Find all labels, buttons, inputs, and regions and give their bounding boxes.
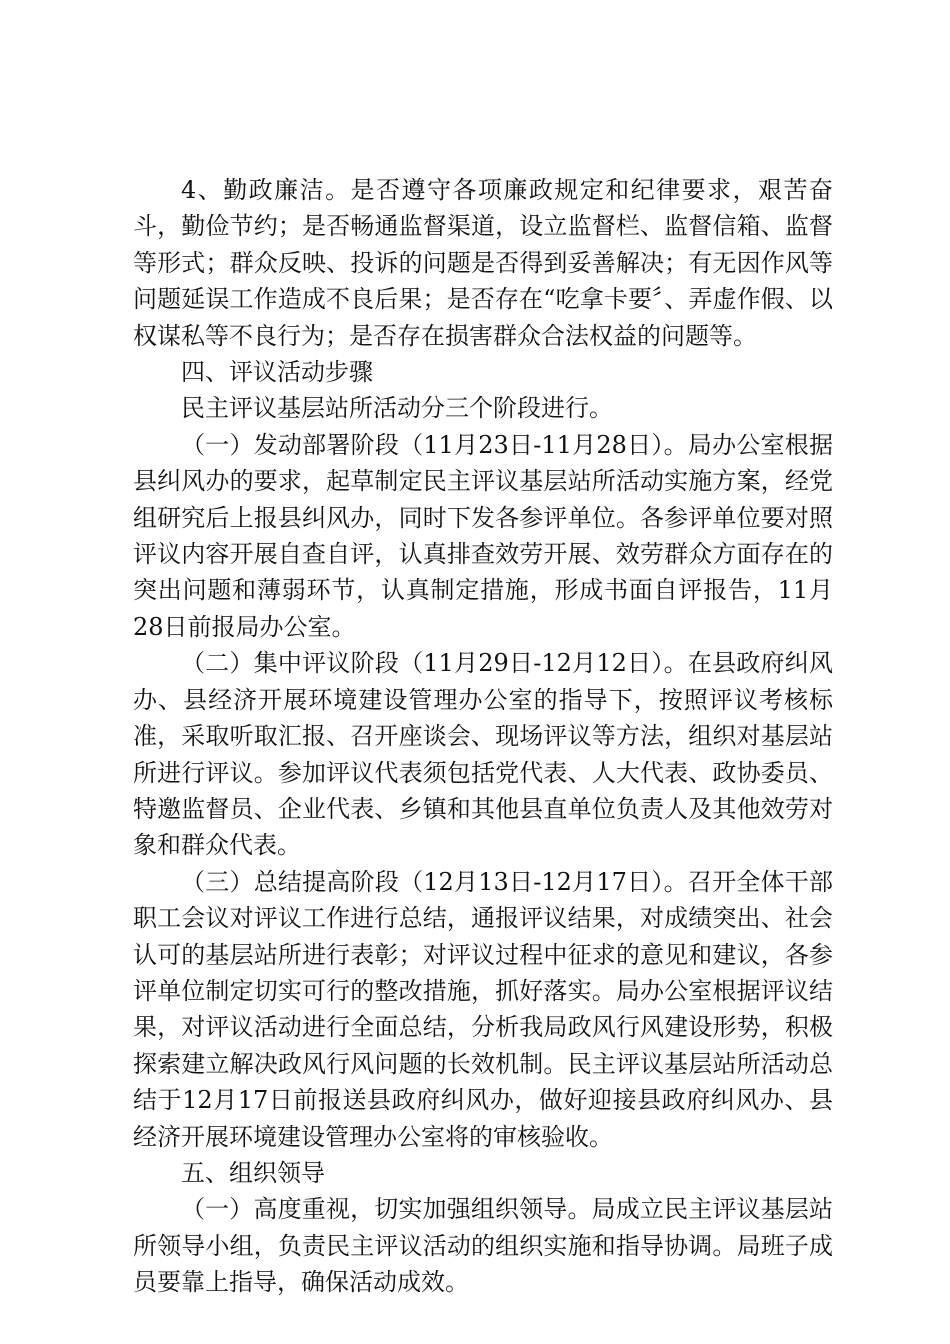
document-body bbox=[133, 172, 881, 1301]
section-heading-steps: 四、评议活动步骤 bbox=[181, 358, 373, 387]
paragraph-stage-one: （一）发动部署阶段（11月23日-11月28日）。局办公室根据县纠风办的要求，起草制定民主评议基层站所活动实施方案，经党组研究后上报县纠风办，同时下发各参评单位。各参评单位要对照评议内容开展自查自评，认真排查效劳开展、效劳群众方面存在的突出问题和薄弱环节，认真制定措施，形成书面自评报告，11月28日前报局办公室。 bbox=[133, 430, 833, 641]
paragraph-leadership-one: （一）高度重视，切实加强组织领导。局成立民主评议基层站所领导小组，负责民主评议活动的组织实施和指导协调。局班子成员要靠上指导，确保活动成效。 bbox=[133, 1195, 833, 1297]
section-heading-leadership: 五、组织领导 bbox=[181, 1158, 325, 1187]
paragraph-stage-two: （二）集中评议阶段（11月29日-12月12日）。在县政府纠风办、县经济开展环境建设管理办公室的指导下，按照评议考核标准，采取听取汇报、召开座谈会、现场评议等方法，组织对基层站所进行评议。参加评议代表须包括党代表、人大代表、政协委员、特邀监督员、企业代表、乡镇和其他县直单位负责人及其他效劳对象和群众代表。 bbox=[133, 649, 833, 860]
paragraph-stage-three: （三）总结提高阶段（12月13日-12月17日）。召开全体干部职工会议对评议工作进行总结，通报评议结果，对成绩突出、社会认可的基层站所进行表彰；对评议过程中征求的意见和建议，各参评单位制定切实可行的整改措施，抓好落实。局办公室根据评议结果，对评议活动进行全面总结，分析我局政风行风建设形势，积极探索建立解决政风行风问题的长效机制。民主评议基层站所活动总结于12月17日前报送县政府纠风办，做好迎接县政府纠风办、县经济开展环境建设管理办公室将的审核验收。 bbox=[133, 867, 833, 1151]
paragraph-clean-government: 4、勤政廉洁。是否遵守各项廉政规定和纪律要求，艰苦奋斗，勤俭节约；是否畅通监督渠道，设立监督栏、监督信箱、监督 等形式；群众反映、投诉的问题是否得到妥善解决；有无因作风等问题延误工作造成不良后果；是否存在“吃拿卡要〞、弄虚作假、以权谋私等不良行为；是否存在损害群众合法权益的问题等。 bbox=[133, 176, 881, 350]
paragraph-three-stages: 民主评议基层站所活动分三个阶段进行。 bbox=[181, 394, 613, 423]
